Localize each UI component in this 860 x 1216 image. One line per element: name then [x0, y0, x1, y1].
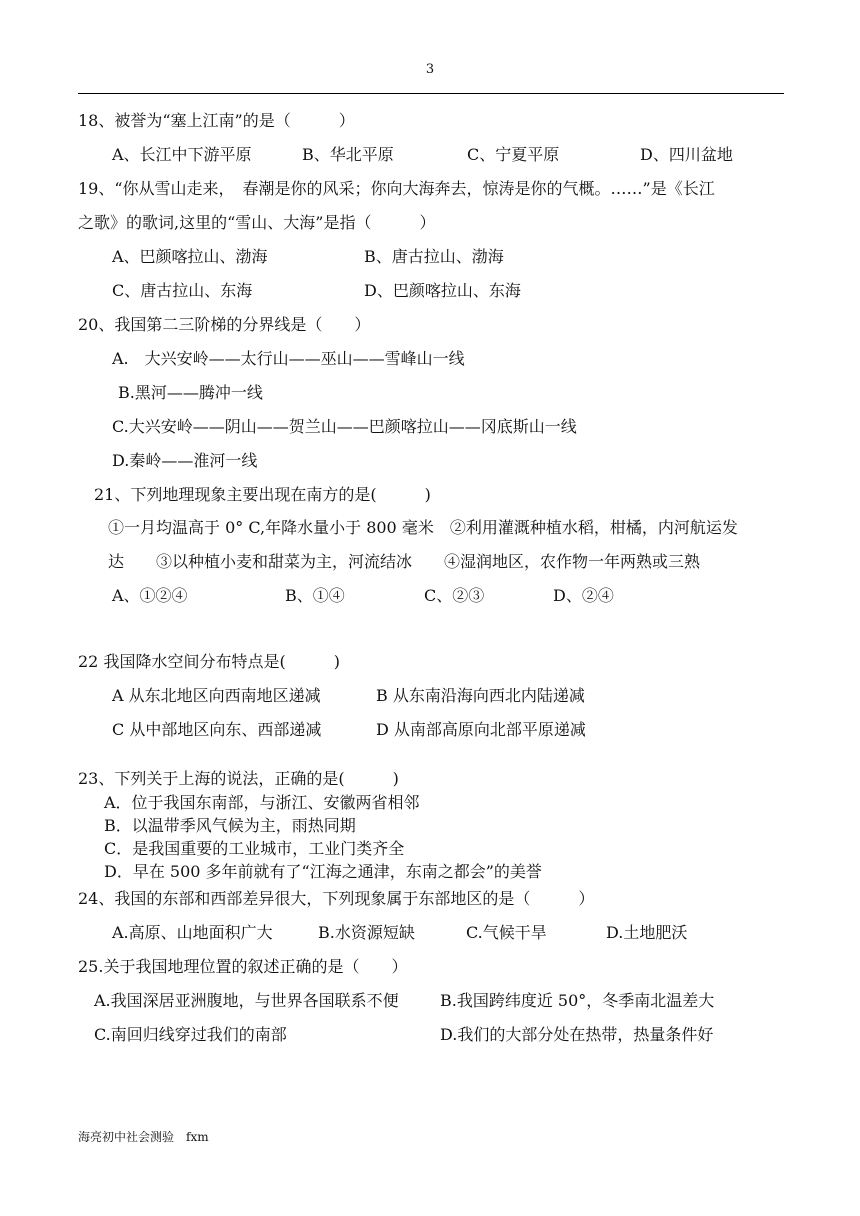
question-18-stem: 18、被誉为“塞上江南”的是（ ） [78, 111, 355, 130]
question-24-option-c: C.气候干旱 [466, 923, 547, 942]
question-25-option-a: A.我国深居亚洲腹地，与世界各国联系不便 [94, 991, 399, 1010]
footer-text: 海亮初中社会测验 fxm [78, 1130, 209, 1144]
question-19-option-d: D、巴颜喀拉山、东海 [364, 281, 521, 300]
question-22-option-d: D 从南部高原向北部平原递减 [376, 720, 586, 739]
question-24-stem: 24、我国的东部和西部差异很大，下列现象属于东部地区的是（ ） [78, 889, 595, 908]
question-20-stem: 20、我国第二三阶梯的分界线是（ ） [78, 315, 371, 334]
question-18-option-d: D、四川盆地 [640, 145, 733, 164]
question-18-option-c: C、宁夏平原 [467, 145, 560, 164]
question-22-option-a: A 从东北地区向西南地区递减 [112, 686, 321, 705]
question-24-option-a: A.高原、山地面积广大 [112, 923, 273, 942]
question-23-option-c: C．是我国重要的工业城市，工业门类齐全 [104, 839, 405, 858]
question-21-option-a: A、①②④ [112, 586, 188, 605]
question-23-stem: 23、下列关于上海的说法，正确的是( ) [78, 769, 399, 788]
question-22-stem: 22 我国降水空间分布特点是( ) [78, 652, 340, 671]
question-20-option-d: D.秦岭——淮河一线 [112, 451, 258, 470]
question-23-option-a: A．位于我国东南部，与浙江、安徽两省相邻 [104, 793, 420, 812]
question-25-option-b: B.我国跨纬度近 50°，冬季南北温差大 [440, 991, 715, 1010]
page-number: 3 [425, 62, 435, 77]
question-23-option-b: B．以温带季风气候为主，雨热同期 [104, 816, 356, 835]
question-20-option-c: C.大兴安岭——阴山——贺兰山——巴颜喀拉山——冈底斯山一线 [112, 417, 577, 436]
question-25-option-c: C.南回归线穿过我们的南部 [94, 1025, 287, 1044]
question-19-option-a: A、巴颜喀拉山、渤海 [112, 247, 268, 266]
question-20-option-b: B.黑河——腾冲一线 [118, 383, 263, 402]
question-22-option-c: C 从中部地区向东、西部递减 [112, 720, 322, 739]
question-19-stem-line2: 之歌》的歌词,这里的“雪山、大海”是指（ ） [78, 213, 436, 232]
header-rule [78, 93, 784, 94]
question-24-option-d: D.土地肥沃 [606, 923, 688, 942]
question-21-statements-line1: ①一月均温高于 0° C,年降水量小于 800 毫米 ②利用灌溉种植水稻，柑橘，内河航运发 [108, 518, 738, 537]
question-23-option-d: D．早在 500 多年前就有了“江海之通津，东南之都会”的美誉 [104, 862, 542, 881]
question-21-option-d: D、②④ [553, 586, 614, 605]
question-21-stem: 21、下列地理现象主要出现在南方的是( ) [94, 485, 431, 504]
question-22-option-b: B 从东南沿海向西北内陆递减 [376, 686, 585, 705]
question-18-option-a: A、长江中下游平原 [112, 145, 252, 164]
question-19-option-c: C、唐古拉山、东海 [112, 281, 253, 300]
question-19-option-b: B、唐古拉山、渤海 [364, 247, 504, 266]
question-24-option-b: B.水资源短缺 [318, 923, 415, 942]
question-25-stem: 25.关于我国地理位置的叙述正确的是（ ） [78, 957, 408, 976]
question-25-option-d: D.我们的大部分处在热带，热量条件好 [440, 1025, 714, 1044]
question-21-option-b: B、①④ [285, 586, 345, 605]
question-21-option-c: C、②③ [424, 586, 485, 605]
question-18-option-b: B、华北平原 [302, 145, 394, 164]
question-21-statements-line2: 达 ③以种植小麦和甜菜为主，河流结冰 ④湿润地区，农作物一年两熟或三熟 [108, 552, 701, 571]
question-19-stem-line1: 19、“你从雪山走来， 春潮是你的风采；你向大海奔去，惊涛是你的气概。……”是《长江 [78, 179, 715, 198]
question-20-option-a: A. 大兴安岭——太行山——巫山——雪峰山一线 [112, 349, 465, 368]
